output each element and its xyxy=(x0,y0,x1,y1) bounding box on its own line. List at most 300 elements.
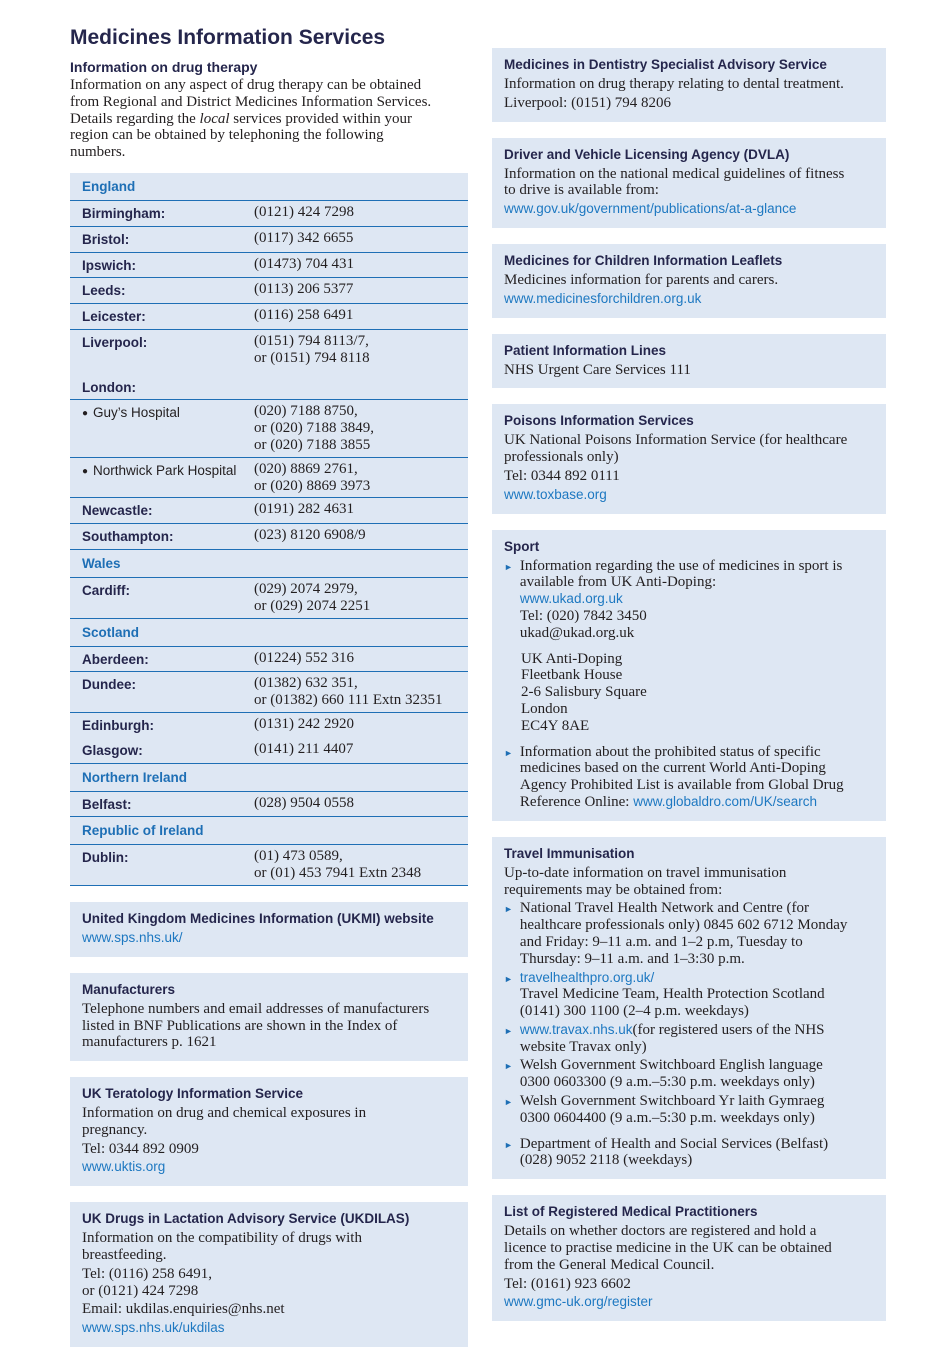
city-label xyxy=(82,307,254,326)
bullet-icon: ● xyxy=(82,465,89,477)
text-line xyxy=(82,1034,456,1051)
box-item xyxy=(504,291,874,308)
directory-row xyxy=(70,738,468,763)
city-label xyxy=(82,501,254,520)
info-box-manufacturers xyxy=(70,973,468,1061)
city-label xyxy=(82,256,254,275)
phone-value xyxy=(254,333,460,367)
box-item xyxy=(504,272,874,289)
info-box-dvla xyxy=(492,138,886,228)
bullet-arrow-icon: ► xyxy=(504,1061,513,1072)
region-header: England xyxy=(82,178,136,194)
box-item xyxy=(504,1136,874,1170)
box-item xyxy=(504,166,874,200)
box-item xyxy=(504,468,874,485)
phone-line: (020) 7188 8750, xyxy=(254,403,358,420)
directory-row xyxy=(70,399,468,456)
link[interactable]: www.gmc-uk.org/register xyxy=(504,1294,653,1310)
text-line xyxy=(504,95,874,112)
label-text: Newcastle: xyxy=(82,503,153,519)
text-line xyxy=(70,111,468,128)
directory-row xyxy=(70,577,468,618)
region-row xyxy=(70,763,468,791)
region-row xyxy=(70,549,468,577)
item-body xyxy=(520,900,874,967)
text: UK Anti-Doping xyxy=(521,650,623,667)
region-row xyxy=(70,618,468,646)
text-line xyxy=(520,951,874,968)
link[interactable]: www.ukad.org.uk xyxy=(519,591,623,607)
text: Agency Prohibited List is available from Global Drug xyxy=(519,777,844,794)
text-line xyxy=(520,1110,874,1127)
text: 2-6 Salisbury Square xyxy=(521,684,647,701)
text-line xyxy=(521,651,874,668)
box-item xyxy=(504,76,874,93)
text: services provided within your xyxy=(229,110,413,127)
text-line xyxy=(520,794,874,811)
box-item xyxy=(504,558,874,642)
label-text: Southampton: xyxy=(82,529,174,545)
text-line xyxy=(504,182,874,199)
text-line xyxy=(504,166,874,183)
box-heading: Sport xyxy=(504,538,540,554)
phone-line: (0113) 206 5377 xyxy=(254,281,354,298)
link[interactable]: www.globaldro.com/UK/search xyxy=(633,793,818,809)
info-box-sport xyxy=(492,530,886,821)
city-label xyxy=(82,716,254,735)
phone-value xyxy=(254,650,460,669)
text: Travel Medicine Team, Health Protection Scotland xyxy=(519,986,825,1003)
text-line xyxy=(82,1230,456,1247)
text-line xyxy=(82,1283,456,1300)
text: Tel: (020) 7842 3450 xyxy=(519,607,647,624)
text: region can be obtained by telephoning the following xyxy=(70,127,384,144)
text-line xyxy=(520,608,874,625)
directory-row xyxy=(70,646,468,672)
text-line xyxy=(521,718,874,735)
phone-line: (023) 8120 6908/9 xyxy=(254,527,366,544)
phone-line: or (0151) 794 8118 xyxy=(254,349,370,366)
text-line xyxy=(520,934,874,951)
hospital-label xyxy=(82,461,254,495)
text-line xyxy=(504,468,874,485)
text-line xyxy=(504,865,874,882)
text-line xyxy=(504,291,874,308)
city-label xyxy=(82,848,254,882)
region-row xyxy=(70,173,468,200)
text-line xyxy=(520,970,874,987)
text: from the General Medical Council. xyxy=(504,1256,715,1273)
text-line xyxy=(82,1320,456,1337)
bullet-arrow-icon: ► xyxy=(504,1097,513,1108)
phone-value xyxy=(254,281,460,300)
directory-row xyxy=(70,252,468,278)
text: Welsh Government Switchboard English language xyxy=(519,1057,823,1074)
bullet-arrow-icon: ► xyxy=(504,561,513,572)
bullet-arrow-icon: ► xyxy=(504,1139,513,1150)
text: Department of Health and Social Services (Belfast) xyxy=(519,1135,829,1152)
text: Information on drug therapy relating to dental treatment. xyxy=(504,76,844,92)
text: 0300 0603300 (9 a.m.–5:30 p.m. weekdays only) xyxy=(519,1074,815,1091)
phone-line: or (01) 453 7941 Extn 2348 xyxy=(254,865,422,882)
text-line xyxy=(520,1057,874,1074)
text: or (0121) 424 7298 xyxy=(82,1282,199,1299)
text: Welsh Government Switchboard Yr laith Gymraeg xyxy=(519,1093,825,1110)
phone-value xyxy=(254,716,460,735)
phone-line: (020) 8869 2761, xyxy=(254,460,358,477)
directory-row xyxy=(70,791,468,817)
text: Information on the compatibility of drugs with xyxy=(82,1230,362,1247)
phone-line: (01224) 552 316 xyxy=(254,649,354,666)
text: Thursday: 9–11 a.m. and 1–3:30 p.m. xyxy=(519,950,745,967)
text: and Friday: 9–11 a.m. and 1–2 p.m, Tuesday to xyxy=(519,933,803,950)
text: Information on any aspect of drug therapy can be obtained xyxy=(70,77,422,93)
region-header: Scotland xyxy=(82,624,140,640)
section-heading-drug-therapy: Information on drug therapy xyxy=(70,59,258,75)
info-box-medicines-in-dentistry xyxy=(492,48,886,122)
label-text: Cardiff: xyxy=(82,582,130,598)
box-heading: Patient Information Lines xyxy=(504,342,667,358)
directory-row xyxy=(70,226,468,252)
city-label xyxy=(82,581,254,615)
bullet-arrow-icon: ► xyxy=(504,1025,513,1036)
text-line xyxy=(520,744,874,761)
phone-line: or (020) 7188 3855 xyxy=(254,436,371,453)
text: professionals only) xyxy=(504,449,619,466)
directory-row xyxy=(70,844,468,885)
box-item xyxy=(82,1001,456,1051)
text-line xyxy=(504,432,874,449)
text: Fleetbank House xyxy=(521,667,623,684)
box-item xyxy=(504,1276,874,1293)
box-heading: Driver and Vehicle Licensing Agency (DVLA) xyxy=(504,146,790,162)
info-box-travel-immunisation xyxy=(492,837,886,1180)
box-item xyxy=(504,651,874,735)
text: Information regarding the use of medicines in sport is xyxy=(519,557,843,574)
label-text: Guy’s Hospital xyxy=(93,405,180,421)
directory-row xyxy=(70,200,468,226)
text-line xyxy=(520,591,874,608)
box-heading: UK Teratology Information Service xyxy=(82,1086,304,1102)
text-line xyxy=(521,684,874,701)
link[interactable]: www.sps.nhs.uk/ukdilas xyxy=(82,1320,225,1336)
text-line xyxy=(504,882,874,899)
text: pregnancy. xyxy=(82,1121,148,1138)
box-item xyxy=(504,1093,874,1127)
text: Tel: 0344 892 0909 xyxy=(82,1140,199,1157)
item-body xyxy=(520,1093,874,1127)
info-box-ukdilas xyxy=(70,1202,468,1347)
item-body xyxy=(520,1136,874,1170)
phone-value xyxy=(254,581,460,615)
box-item xyxy=(504,1294,874,1311)
label-text: Dublin: xyxy=(82,850,129,866)
text-line xyxy=(504,76,874,93)
text-line xyxy=(82,1266,456,1283)
text: Information on drug and chemical exposures in xyxy=(82,1105,367,1122)
left-column xyxy=(70,26,468,1363)
text: to drive is available from: xyxy=(504,182,659,199)
phone-line: (0191) 282 4631 xyxy=(254,501,354,518)
info-box-poisons-information-services xyxy=(492,404,886,513)
text-line xyxy=(520,986,874,1003)
phone-value xyxy=(254,230,460,249)
phone-line: (0116) 258 6491 xyxy=(254,307,354,324)
text: (for registered users of the NHS xyxy=(632,1021,825,1038)
phone-line: (01) 473 0589, xyxy=(254,848,343,865)
directory-row xyxy=(70,671,468,712)
info-box-patient-information-lines xyxy=(492,334,886,389)
text: Information on the national medical guidelines of fitness xyxy=(504,165,845,182)
box-heading: Poisons Information Services xyxy=(504,413,694,429)
text: (028) 9052 2118 (weekdays) xyxy=(519,1152,693,1169)
link[interactable]: travelhealthpro.org.uk/ xyxy=(519,969,655,985)
box-item xyxy=(504,900,874,967)
link[interactable]: www.gov.uk/government/publications/at-a-glance xyxy=(504,201,797,217)
phone-line: or (029) 2074 2251 xyxy=(254,597,371,614)
text: London xyxy=(521,700,568,717)
box-heading: Manufacturers xyxy=(82,981,176,997)
directory-row xyxy=(70,523,468,549)
phone-line: (01382) 632 351, xyxy=(254,675,358,692)
text: Email: ukdilas.enquiries@nhs.net xyxy=(82,1301,285,1318)
text-line xyxy=(520,1074,874,1091)
box-item xyxy=(504,970,874,1020)
label-text: Leeds: xyxy=(82,283,126,299)
box-item xyxy=(504,865,874,899)
text-line xyxy=(520,1003,874,1020)
text-line xyxy=(504,1240,874,1257)
text-line xyxy=(520,1136,874,1153)
box-item xyxy=(504,744,874,811)
item-body xyxy=(520,970,874,1020)
text: website Travax only) xyxy=(519,1038,647,1055)
phone-line: (0117) 342 6655 xyxy=(254,229,354,246)
box-heading: Travel Immunisation xyxy=(504,845,635,861)
label-text: Liverpool: xyxy=(82,334,148,350)
text: NHS Urgent Care Services 111 xyxy=(504,361,691,378)
phone-value xyxy=(254,378,460,397)
text-line xyxy=(82,1018,456,1035)
text-line xyxy=(504,1257,874,1274)
info-box-ukmi-website xyxy=(70,902,468,957)
text-line xyxy=(70,94,468,111)
box-item xyxy=(82,930,456,947)
city-label xyxy=(82,741,254,760)
text-line xyxy=(70,77,468,94)
text: Details on whether doctors are registered and hold a xyxy=(504,1223,817,1240)
phone-line: (029) 2074 2979, xyxy=(254,580,358,597)
text-line xyxy=(520,574,874,591)
label-text: Northwick Park Hospital xyxy=(93,462,237,478)
text-line xyxy=(82,1159,456,1176)
label-text: Glasgow: xyxy=(82,742,143,758)
label-text: Birmingham: xyxy=(82,205,166,221)
text: Liverpool: (0151) 794 8206 xyxy=(504,94,672,111)
intro-paragraph xyxy=(70,77,468,161)
text: (0141) 300 1100 (2–4 p.m. weekdays) xyxy=(519,1003,749,1020)
box-item xyxy=(82,1301,456,1318)
region-header: Wales xyxy=(82,555,121,571)
phone-value xyxy=(254,501,460,520)
phone-value xyxy=(254,204,460,223)
region-row xyxy=(70,816,468,844)
link[interactable]: www.uktis.org xyxy=(82,1159,166,1175)
label-text: Aberdeen: xyxy=(82,651,149,667)
box-item xyxy=(82,1159,456,1176)
text-line xyxy=(82,1141,456,1158)
text-line xyxy=(82,1247,456,1264)
text-line xyxy=(521,667,874,684)
info-box-uk-teratology-information-service xyxy=(70,1077,468,1186)
city-label xyxy=(82,333,254,367)
region-header: Northern Ireland xyxy=(82,769,188,785)
text: from Regional and District Medicines Information Services. xyxy=(70,93,432,110)
directory-row xyxy=(70,457,468,498)
left-info-boxes xyxy=(70,902,468,1347)
text-line xyxy=(520,760,874,777)
phone-line: (0151) 794 8113/7, xyxy=(254,332,369,349)
box-heading: Medicines in Dentistry Specialist Advisory Service xyxy=(504,57,827,72)
text: breastfeeding. xyxy=(82,1247,167,1264)
text: National Travel Health Network and Centre (for xyxy=(519,900,810,917)
box-item xyxy=(82,1230,456,1264)
text: Medicines information for parents and carers. xyxy=(504,271,779,288)
text-line xyxy=(82,930,456,947)
text-line xyxy=(504,362,874,379)
text-line xyxy=(504,1223,874,1240)
text-line xyxy=(504,272,874,289)
region-header: Republic of Ireland xyxy=(82,823,204,839)
regional-phone-directory xyxy=(70,173,468,886)
box-item xyxy=(504,362,874,379)
label-text: Edinburgh: xyxy=(82,717,154,733)
box-heading: United Kingdom Medicines Information (UKMI) website xyxy=(82,910,434,926)
directory-row xyxy=(70,303,468,329)
phone-line: (0121) 424 7298 xyxy=(254,203,354,220)
text-line xyxy=(520,777,874,794)
text: Up-to-date information on travel immunisation xyxy=(504,864,787,881)
phone-value xyxy=(254,675,460,709)
link[interactable]: www.sps.nhs.uk/ xyxy=(82,929,183,945)
text-line xyxy=(504,1276,874,1293)
bullet-arrow-icon: ► xyxy=(504,904,513,915)
text-line xyxy=(520,900,874,917)
phone-line: (0131) 242 2920 xyxy=(254,715,354,732)
phone-line: or (020) 8869 3973 xyxy=(254,477,371,494)
box-item xyxy=(504,1022,874,1056)
label-text: Belfast: xyxy=(82,796,132,812)
link[interactable]: www.medicinesforchildren.org.uk xyxy=(504,290,702,306)
text: Tel: (0116) 258 6491, xyxy=(82,1265,213,1282)
city-label xyxy=(82,281,254,300)
city-label xyxy=(82,378,254,397)
link[interactable]: www.toxbase.org xyxy=(504,486,607,502)
label-text: Ipswich: xyxy=(82,257,137,273)
text-line xyxy=(520,625,874,642)
text-line xyxy=(82,1122,456,1139)
directory-row xyxy=(70,277,468,303)
directory-row xyxy=(70,375,468,400)
phone-value xyxy=(254,741,460,760)
text: UK National Poisons Information Service (for healthcare xyxy=(504,432,848,449)
text-line xyxy=(520,558,874,575)
city-label xyxy=(82,230,254,249)
box-heading: Medicines for Children Information Leaflets xyxy=(504,252,783,268)
text: Information about the prohibited status of specific xyxy=(519,743,821,760)
text: medicines based on the current World Anti-Doping xyxy=(519,760,826,777)
city-label xyxy=(82,650,254,669)
city-label xyxy=(82,795,254,814)
city-label xyxy=(82,527,254,546)
right-column xyxy=(492,26,886,1363)
phone-value xyxy=(254,795,460,814)
phone-line: or (01382) 660 111 Extn 32351 xyxy=(254,692,443,709)
text: manufacturers p. 1621 xyxy=(82,1034,217,1051)
text: Tel: (0161) 923 6602 xyxy=(504,1275,631,1292)
text-line xyxy=(82,1301,456,1318)
phone-value xyxy=(254,403,460,453)
label-text: Bristol: xyxy=(82,231,130,247)
phone-value xyxy=(254,461,460,495)
text: licence to practise medicine in the UK can be obtained xyxy=(504,1240,832,1257)
text-line xyxy=(521,701,874,718)
label-text: Dundee: xyxy=(82,677,136,693)
text-line xyxy=(82,1105,456,1122)
text-line xyxy=(520,1022,874,1039)
box-item xyxy=(504,487,874,504)
label-text: London: xyxy=(82,379,136,395)
phone-value xyxy=(254,527,460,546)
text: EC4Y 8AE xyxy=(521,717,590,734)
directory-row xyxy=(70,329,468,370)
text-line xyxy=(520,1152,874,1169)
box-item xyxy=(504,432,874,466)
hospital-label xyxy=(82,403,254,453)
phone-line: (01473) 704 431 xyxy=(254,255,354,272)
city-label xyxy=(82,675,254,709)
text-line xyxy=(504,1294,874,1311)
right-info-boxes xyxy=(492,48,886,1321)
text: requirements may be obtained from: xyxy=(504,881,723,898)
text-line xyxy=(520,917,874,934)
text-line xyxy=(70,127,468,144)
info-box-medicines-for-children xyxy=(492,244,886,318)
text-line xyxy=(520,1093,874,1110)
item-body xyxy=(520,1057,874,1091)
info-box-list-of-registered-medical-practitioners xyxy=(492,1195,886,1321)
box-item xyxy=(504,1223,874,1273)
label-text: Leicester: xyxy=(82,309,146,325)
text: Telephone numbers and email addresses of manufacturers xyxy=(82,1000,430,1017)
text-line xyxy=(504,487,874,504)
box-item xyxy=(82,1266,456,1300)
page-title: Medicines Information Services xyxy=(70,26,386,49)
item-body xyxy=(520,558,874,642)
text: numbers. xyxy=(70,144,126,161)
box-item xyxy=(504,201,874,218)
bullet-arrow-icon: ► xyxy=(504,973,513,984)
phone-line: (0141) 211 4407 xyxy=(254,740,354,757)
item-body xyxy=(520,744,874,811)
phone-value xyxy=(254,256,460,275)
box-item xyxy=(504,1057,874,1091)
text-line xyxy=(82,1001,456,1018)
text-line xyxy=(504,449,874,466)
bullet-arrow-icon: ► xyxy=(504,747,513,758)
link[interactable]: www.travax.nhs.uk xyxy=(519,1021,633,1037)
box-item xyxy=(82,1141,456,1158)
